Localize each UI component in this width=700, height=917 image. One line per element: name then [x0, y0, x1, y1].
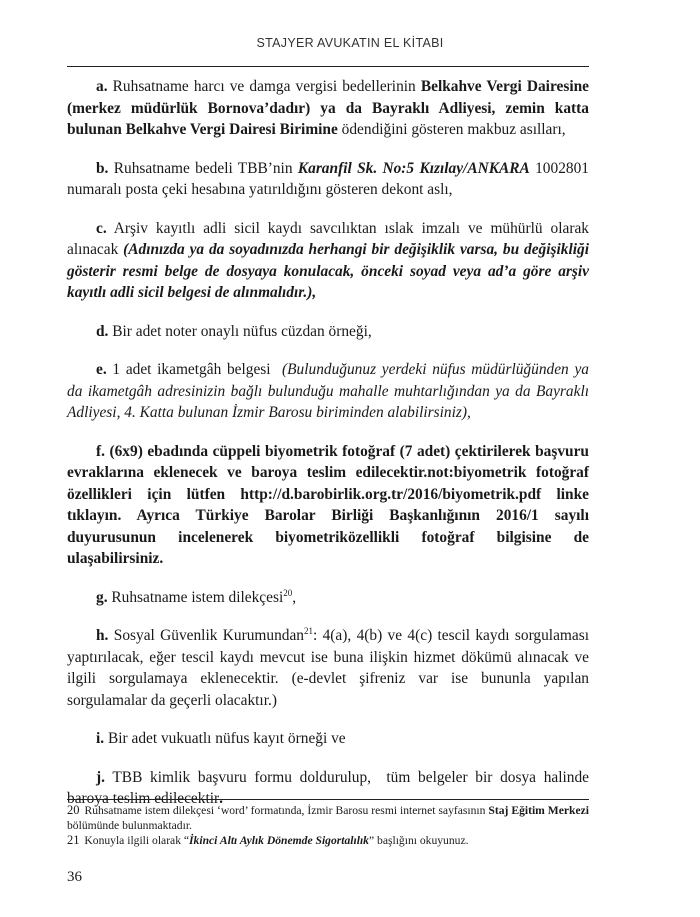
item-e — [67, 359, 589, 424]
item-i-text-1: Bir adet vukuatlı nüfus kayıt örneği ve — [104, 730, 346, 747]
item-f-bold: f. (6x9) ebadında cüppeli biyometrik fotoğraf (7 adet) çektirilerek başvuru evraklarına eklenecek ve baroya teslim edilecektir.not:biyometrik fotoğraf özellikleri için lütfen http://d.barobirlik.org.tr/2016/biyometrik.pdf linke tıklayın. Ayrıca Türkiye Barolar Birliği Başkanlığının 2016/1 sayılı duyurusunun incelenerek biyometriközellikli fotoğraf bilgisine de ulaşabilirsiniz. — [67, 442, 589, 567]
item-f — [67, 441, 589, 570]
item-g-text-2: , — [292, 588, 297, 606]
item-a — [67, 76, 589, 141]
item-c-bold-italic: (Adınızda ya da soyadınızda herhangi bir değişiklik varsa, bu değişikliği gösterir resmi belge de dosyaya konulacak, önceki soyad veya ad’a göre arşiv kayıtlı adli sicil belgesi de alınmalıdır.), — [67, 241, 589, 301]
footnote-21 — [67, 833, 589, 848]
item-e-text-1: 1 adet ikametgâh belgesi — [106, 361, 283, 378]
item-b-letter: b. — [96, 159, 109, 177]
item-a-bold: Belkahve Vergi Dairesine (merkez müdürlük Bornova’dadır) ya da Bayraklı Adliyesi, zemin katta bulunan Belkahve Vergi Dairesi Birimine — [67, 78, 589, 138]
item-d-letter: d. — [96, 322, 109, 340]
footnote-text: Ruhsatname istem dilekçesi ‘word’ formatında, İzmir Barosu resmi internet sayfasının — [81, 804, 489, 817]
item-d — [67, 321, 589, 343]
footnote-text: Konuyla ilgili olarak “ — [81, 834, 190, 847]
item-a-text-1: Ruhsatname harcı ve damga vergisi bedellerinin — [107, 78, 421, 95]
footnote-bold: Staj Eğitim Merkezi — [488, 804, 589, 817]
item-e-italic: (Bulunduğunuz yerdeki nüfus müdürlüğünden ya da ikametgâh adresinizin bağlı bulunduğu mahalle muhtarlığından ya da Bayraklı Adliyesi, 4. Katta bulunan İzmir Barosu biriminden alabilirsiniz), — [67, 361, 589, 421]
body-text — [67, 76, 593, 827]
footnote-text: bölümünde bulunmaktadır. — [67, 819, 192, 832]
footnote-rule — [67, 799, 589, 800]
item-g-letter: g. — [96, 588, 108, 606]
item-h-text-2: : 4(a), 4(b) ve 4(c) tescil kaydı sorgulaması yaptırılacak, eğer tescil kaydı mevcut ise buna ilişkin hizmet dökümü alınacak ve ilgili sorgulamaya eklenecektir. (e-devlet şifreniz var ise bununla yapılan sorgulamalar da geçerli olacaktır.) — [67, 627, 589, 709]
item-g-text-1: Ruhsatname istem dilekçesi — [107, 588, 284, 606]
header-rule — [67, 66, 589, 67]
item-b — [67, 158, 589, 201]
item-j-end: . — [219, 790, 223, 807]
item-c-text-1: Arşiv kayıtlı adli sicil kaydı savcılıktan ıslak imzalı ve mühürlü olarak alınacak — [67, 219, 589, 258]
item-g — [67, 587, 589, 609]
item-i — [67, 728, 589, 750]
item-a-text-2: ödendiğini gösteren makbuz asılları, — [337, 121, 566, 138]
footnote-ref-20: 20 — [283, 587, 293, 598]
footnote-number: 21 — [67, 833, 80, 847]
item-c — [67, 218, 589, 304]
item-b-text-2: 1002801 numaralı posta çeki hesabına yatırıldığını gösteren dekont aslı, — [67, 159, 589, 198]
footnote-bold-italic: İkinci Altı Aylık Dönemde Sigortalılık — [189, 834, 369, 847]
item-d-text-1: Bir adet noter onaylı nüfus cüzdan örneği, — [108, 322, 372, 340]
item-h — [67, 625, 589, 711]
item-h-letter: h. — [96, 627, 109, 644]
footnote-ref-21: 21 — [303, 625, 313, 636]
running-head: STAJYER AVUKATIN EL KİTABI — [256, 36, 444, 50]
item-a-letter: a. — [96, 78, 108, 95]
footnotes — [67, 803, 589, 848]
item-i-letter: i. — [96, 730, 105, 747]
item-j-letter: j. — [96, 768, 105, 786]
item-j-text-1: TBB kimlik başvuru formu doldurulup, tüm belgeler bir dosya halinde baroya teslim edilecektir — [67, 768, 593, 807]
item-c-letter: c. — [96, 219, 107, 237]
item-h-text-1: Sosyal Güvenlik Kurumundan — [108, 627, 304, 644]
page-number: 36 — [67, 869, 82, 885]
footnote-number: 20 — [67, 803, 80, 817]
item-e-letter: e. — [96, 361, 107, 378]
footnote-20 — [67, 803, 589, 833]
item-b-bold-italic: Karanfil Sk. No:5 Kızılay/ANKARA — [297, 159, 530, 177]
footnote-text: ” başlığını okuyunuz. — [368, 834, 469, 847]
item-b-text-1: Ruhsatname bedeli TBB’nin — [108, 159, 298, 177]
